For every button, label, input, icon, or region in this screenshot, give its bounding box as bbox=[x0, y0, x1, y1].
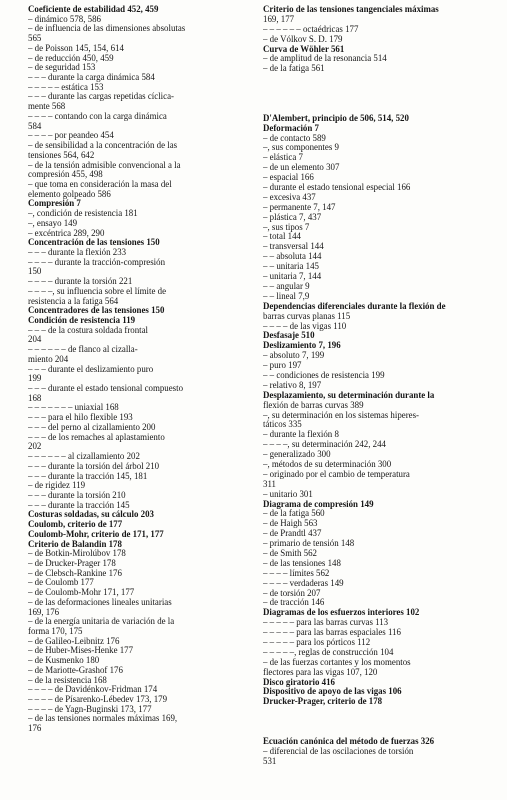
index-subentry: – – – – – para las barras espaciales 116 bbox=[263, 628, 401, 638]
index-subentry: – de Prandtl 437 bbox=[263, 529, 322, 539]
index-subentry: – excéntrica 289, 290 bbox=[28, 228, 105, 238]
index-subentry: – – – durante la torsión 210 bbox=[28, 490, 126, 500]
index-subentry: – – – – – – de flanco al cizalla- bbox=[28, 345, 138, 355]
index-subentry: – – – durante la tracción 145, 181 bbox=[28, 471, 148, 481]
index-subentry: –, sus componentes 9 bbox=[263, 143, 339, 153]
index-subentry: – de Kusmenko 180 bbox=[28, 656, 100, 666]
index-entry: Coulomb-Mohr, criterio de 171, 177 bbox=[28, 529, 164, 539]
index-subentry: – durante la flexión 8 bbox=[263, 430, 339, 440]
index-subentry: – – angular 9 bbox=[263, 281, 310, 291]
index-subentry: – total 144 bbox=[263, 232, 301, 242]
index-subentry: – – – para el hilo flexible 193 bbox=[28, 413, 133, 423]
index-entry-continuation: 311 bbox=[263, 479, 276, 489]
index-subentry: – espacial 166 bbox=[263, 173, 314, 183]
index-subentry: – transversal 144 bbox=[263, 242, 324, 252]
index-entry: Criterio de las tensiones tangenciales máximas bbox=[263, 5, 439, 14]
index-entry-continuation: 531 bbox=[263, 756, 277, 766]
index-subentry: – – – – durante la tracción-compresión bbox=[28, 257, 166, 267]
index-subentry: – unitaria 7, 144 bbox=[263, 272, 322, 282]
index-subentry: – – – durante el deslizamiento puro bbox=[28, 364, 154, 374]
index-entry: Desplazamiento, su determinación durante la bbox=[263, 390, 435, 400]
index-subentry: – de Poisson 145, 154, 614 bbox=[28, 43, 124, 53]
index-entry: Dispositivo de apoyo de las vigas 106 bbox=[263, 687, 402, 697]
index-subentry: – – – – – para los pórticos 112 bbox=[263, 638, 371, 647]
index-subentry: – excesiva 437 bbox=[263, 192, 316, 202]
index-subentry: – de tracción 146 bbox=[263, 598, 325, 608]
index-entry: Dependencias diferenciales durante la flexión de bbox=[263, 301, 446, 311]
index-subentry: – diferencial de las oscilaciones de torsión bbox=[263, 746, 414, 756]
index-entry: Diagramas de los esfuerzos interiores 102 bbox=[263, 608, 420, 618]
index-entry-continuation: flectores para las vigas 107, 120 bbox=[263, 667, 378, 677]
index-subentry: – de influencia de las dimensiones absolutas bbox=[28, 24, 186, 34]
blank-line bbox=[263, 104, 499, 114]
index-subentry: – – – – – – al cizallamiento 202 bbox=[28, 452, 140, 462]
index-subentry: – de Huber-Mises-Henke 177 bbox=[28, 646, 134, 656]
blank-line bbox=[263, 84, 499, 94]
index-entry: Costuras soldadas, su cálculo 203 bbox=[28, 510, 154, 520]
index-column-left bbox=[28, 5, 254, 734]
index-subentry: – de las tensiones 148 bbox=[263, 558, 341, 568]
index-entry: Compresión 7 bbox=[28, 199, 81, 209]
index-subentry: – – – – por peandeo 454 bbox=[28, 131, 114, 141]
index-entry-continuation: 150 bbox=[28, 267, 42, 277]
index-column-right bbox=[263, 5, 499, 767]
index-subentry: – de Vólkov S. D. 179 bbox=[263, 34, 343, 44]
blank-line bbox=[263, 707, 499, 717]
index-entry: Criterio de Balandin 178 bbox=[28, 539, 122, 549]
index-entry-continuation: 169, 177 bbox=[263, 14, 295, 24]
index-entry-continuation: flexión de barras curvas 389 bbox=[263, 400, 364, 410]
index-subentry: – de la tensión admisible convencional a la bbox=[28, 160, 181, 170]
index-entry-continuation: mente 568 bbox=[28, 102, 66, 112]
index-subentry: – de las tensiones normales máximas 169, bbox=[28, 714, 178, 724]
index-entry: Drucker-Prager, criterio de 178 bbox=[263, 697, 383, 707]
index-subentry: – de las fuerzas cortantes y los momentos bbox=[263, 657, 411, 667]
index-subentry: – de rigidez 119 bbox=[28, 481, 86, 491]
index-entry: Diagrama de compresión 149 bbox=[263, 499, 374, 509]
index-subentry: –, ensayo 149 bbox=[28, 218, 78, 228]
index-subentry: – de contacto 589 bbox=[263, 133, 326, 143]
index-subentry: – – – – durante la torsión 221 bbox=[28, 277, 133, 287]
blank-line bbox=[263, 94, 499, 104]
index-subentry: – – – – – para las barras curvas 113 bbox=[263, 618, 389, 628]
index-subentry: – de la fatiga 560 bbox=[263, 509, 325, 519]
index-subentry: – – – de los remaches al aplastamiento bbox=[28, 432, 165, 442]
index-subentry: – de la fatiga 561 bbox=[263, 64, 325, 74]
index-subentry: – – – – de Písarenko-Lébedev 173, 179 bbox=[28, 695, 168, 705]
index-subentry: – – unitaria 145 bbox=[263, 262, 319, 272]
index-entry-continuation: resistencia a la fatiga 564 bbox=[28, 296, 119, 306]
index-entry-continuation: tensiones 564, 642 bbox=[28, 150, 95, 160]
index-subentry: – de reducción 450, 459 bbox=[28, 53, 114, 63]
index-subentry: – – – durante la carga dinámica 584 bbox=[28, 73, 155, 83]
index-entry: Disco giratorio 416 bbox=[263, 677, 335, 687]
index-subentry: – – – durante las cargas repetidas cíclica- bbox=[28, 92, 174, 102]
index-subentry: – puro 197 bbox=[263, 361, 302, 371]
index-subentry: – dinámico 578, 586 bbox=[28, 14, 101, 24]
index-entry: Concentración de las tensiones 150 bbox=[28, 238, 160, 248]
index-entry: Ecuación canónica del método de fuerzas 326 bbox=[263, 736, 435, 746]
index-entry-continuation: táticos 335 bbox=[263, 420, 302, 430]
index-subentry: – – – durante la flexión 233 bbox=[28, 247, 127, 257]
index-subentry: – generalizado 300 bbox=[263, 450, 331, 460]
index-subentry: – de las deformaciones lineales unitarias bbox=[28, 597, 172, 607]
index-entry-continuation: 176 bbox=[28, 724, 42, 734]
index-subentry: – – – – de Yagn-Buginski 173, 177 bbox=[28, 704, 152, 714]
index-subentry: – de Drucker-Prager 178 bbox=[28, 558, 116, 568]
index-subentry: – de Clebsch-Rankine 176 bbox=[28, 568, 122, 578]
index-subentry: – – – – de las vigas 110 bbox=[263, 321, 347, 331]
index-entry: Deslizamiento 7, 196 bbox=[263, 341, 341, 351]
index-subentry: – permanente 7, 147 bbox=[263, 202, 336, 212]
index-subentry: – – – –, su influencia sobre el límite de bbox=[28, 286, 167, 296]
blank-line bbox=[263, 727, 499, 737]
index-subentry: – absoluto 7, 199 bbox=[263, 351, 325, 361]
index-subentry: – – – – – estática 153 bbox=[28, 82, 104, 92]
index-subentry: – durante el estado tensional especial 166 bbox=[263, 183, 411, 193]
index-entry-continuation: 168 bbox=[28, 393, 42, 403]
index-subentry: –, sus tipos 7 bbox=[263, 222, 310, 232]
index-subentry: – relativo 8, 197 bbox=[263, 380, 322, 390]
index-subentry: –, su determinación en los sistemas hiperes- bbox=[263, 410, 420, 420]
index-subentry: – plástica 7, 437 bbox=[263, 212, 322, 222]
index-subentry: – – absoluta 144 bbox=[263, 252, 322, 262]
index-subentry: – de Haigh 563 bbox=[263, 519, 318, 529]
index-subentry: – de Galileo-Leibnitz 176 bbox=[28, 636, 120, 646]
index-subentry: – de un elemento 307 bbox=[263, 163, 340, 173]
index-subentry: – de la energía unitaria de variación de la bbox=[28, 617, 175, 627]
index-subentry: –, condición de resistencia 181 bbox=[28, 209, 138, 219]
index-entry-continuation: 169, 176 bbox=[28, 607, 60, 617]
index-entry: Coeficiente de estabilidad 452, 459 bbox=[28, 5, 159, 14]
index-entry: Deformación 7 bbox=[263, 123, 319, 133]
index-subentry: –, métodos de su determinación 300 bbox=[263, 459, 392, 469]
index-subentry: – – – de la costura soldada frontal bbox=[28, 325, 149, 335]
index-subentry: – de amplitud de la resonancia 514 bbox=[263, 54, 387, 64]
index-subentry: – – lineal 7,9 bbox=[263, 291, 310, 301]
index-subentry: – primario de tensión 148 bbox=[263, 539, 355, 549]
index-subentry: – – – – –, reglas de construcción 104 bbox=[263, 647, 394, 657]
index-entry-continuation: miento 204 bbox=[28, 354, 69, 364]
index-entry: Condición de resistencia 119 bbox=[28, 316, 136, 325]
index-subentry: – – – – – – octaédricas 177 bbox=[263, 24, 359, 34]
index-subentry: – de Coulomb 177 bbox=[28, 578, 94, 588]
index-subentry: – – – – límites 562 bbox=[263, 568, 330, 578]
index-subentry: – – – – de Davidénkov-Fridman 174 bbox=[28, 685, 158, 695]
index-subentry: – – – durante la torsión del árbol 210 bbox=[28, 461, 160, 471]
index-subentry: – – – –, su determinación 242, 244 bbox=[263, 440, 386, 450]
blank-line bbox=[263, 74, 499, 84]
index-entry-continuation: 202 bbox=[28, 442, 42, 452]
index-subentry: – de la resistencia 168 bbox=[28, 675, 107, 685]
index-entry: Concentradores de las tensiones 150 bbox=[28, 306, 165, 316]
index-subentry: – de torsión 207 bbox=[263, 588, 321, 598]
index-subentry: – elástica 7 bbox=[263, 153, 303, 163]
index-subentry: – – – del perno al cizallamiento 200 bbox=[28, 422, 156, 432]
index-subentry: – – – durante la tracción 145 bbox=[28, 500, 130, 510]
index-entry: D'Alembert, principio de 506, 514, 520 bbox=[263, 113, 409, 123]
index-subentry: – unitario 301 bbox=[263, 489, 313, 499]
index-subentry: – de Coulomb-Mohr 171, 177 bbox=[28, 588, 135, 598]
index-subentry: – de Smith 562 bbox=[263, 548, 317, 558]
index-subentry: – – – – – – – uniaxial 168 bbox=[28, 403, 119, 413]
index-entry-continuation: forma 170, 175 bbox=[28, 627, 83, 636]
index-entry-continuation: 204 bbox=[28, 335, 42, 345]
index-subentry: – que toma en consideración la masa del bbox=[28, 179, 172, 189]
index-subentry: – de seguridad 153 bbox=[28, 63, 96, 73]
index-subentry: – de Botkin-Mirolúbov 178 bbox=[28, 549, 126, 559]
blank-line bbox=[263, 717, 499, 727]
index-entry-continuation: compresión 455, 498 bbox=[28, 170, 103, 180]
index-entry: Desfasaje 510 bbox=[263, 331, 315, 341]
index-entry-continuation: barras curvas planas 115 bbox=[263, 311, 351, 321]
index-subentry: – de sensibilidad a la concentración de las bbox=[28, 141, 178, 151]
index-entry-continuation: 584 bbox=[28, 121, 42, 131]
index-entry-continuation: 199 bbox=[28, 374, 42, 384]
index-entry-continuation: elemento golpeado 586 bbox=[28, 189, 111, 199]
index-subentry: – – – – contando con la carga dinámica bbox=[28, 111, 167, 121]
index-subentry: – – condiciones de resistencia 199 bbox=[263, 370, 385, 380]
index-subentry: – originado por el cambio de temperatura bbox=[263, 469, 410, 479]
index-entry-continuation: 565 bbox=[28, 34, 42, 44]
index-subentry: – – – durante el estado tensional compuesto bbox=[28, 384, 184, 394]
index-entry: Curva de Wöhler 561 bbox=[263, 44, 345, 54]
index-subentry: – – – – verdaderas 149 bbox=[263, 578, 344, 588]
index-entry: Coulomb, criterio de 177 bbox=[28, 520, 123, 530]
index-subentry: – de Mariotte-Grashof 176 bbox=[28, 665, 123, 675]
